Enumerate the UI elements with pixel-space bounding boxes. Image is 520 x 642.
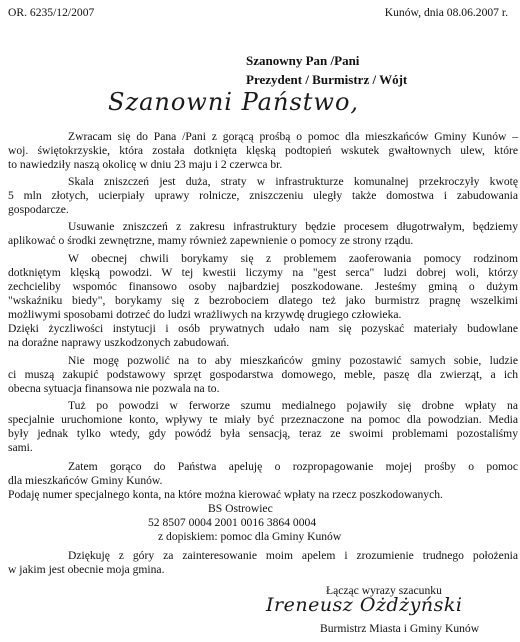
body-line: W obecnej chwili borykamy się z problemem zaoferowania pomocy rodzinom — [68, 252, 518, 265]
signer-title: Burmistrz Miasta i Gminy Kunów — [320, 622, 480, 635]
body-line: Tuż po powodzi w ferworze szumu medialnego pojawiły się drobne wpłaty na — [68, 399, 518, 412]
addressee-line-2: Prezydent / Burmistrz / Wójt — [246, 72, 408, 87]
reference-number: OR. 6235/12/2007 — [8, 6, 95, 19]
body-line: Nie mogę pozwolić na to aby mieszkańców gminy pozostawić samych sobie, ludzie — [68, 354, 518, 367]
body-line: Dzięki życzliwości instytucji i osób prywatnych udało nam się pozyskać materiały budowlane — [8, 322, 518, 335]
addressee-line-1: Szanowny Pan /Pani — [246, 53, 360, 68]
body-line: sami. — [8, 441, 33, 454]
body-line: Zwracam się do Pana /Pani z gorącą prośbą o pomoc dla mieszkańców Gminy Kunów – — [68, 130, 518, 143]
closing-line: w jakim jest obecnie moja gmina. — [8, 563, 165, 576]
body-line: były jednak tylko wtedy, gdy powódź była sensacją, teraz ze swoimi problemami pozostaliśmy — [8, 427, 518, 440]
body-line: na doraźne naprawy uszkodzonych zabudowań. — [8, 336, 230, 349]
bank-name: BS Ostrowiec — [208, 502, 273, 515]
body-line: dotkniętym klęską powodzi. W tej kwestii liczymy na "gest serca" ludzi dobrej woli, którzy — [8, 266, 518, 279]
body-line: dla mieszkańców Gminy Kunów. — [8, 474, 163, 487]
body-line: gospodarcze. — [8, 203, 69, 216]
body-line: Usuwanie zniszczeń z zakresu infrastruktury będzie procesem długotrwałym, będziemy — [68, 220, 518, 233]
body-line: 5 mln złotych, ucierpiały uprawy rolnicze, zniszczeniu uległy także domostwa i zabudowania — [8, 189, 518, 202]
body-line: Zatem gorąco do Państwa apeluję o rozpropagowanie mojej prośby o pomoc — [68, 460, 518, 473]
handwritten-signature: Ireneusz Ożdżyński — [266, 594, 463, 616]
body-line: woj. świętokrzyskie, która została dotknięta klęską podtopień wskutek gwałtownych ulew, które — [8, 144, 518, 157]
body-line: zechcieliby wspomóc finansowo osoby najbardziej poszkodowane. Jesteśmy gminą o dużym — [8, 280, 518, 293]
body-line: specjalnie uruchomione konto, wpływy te miały być przeznaczone na pomoc dla powodzian. Media — [8, 413, 518, 426]
body-line: możliwymi sposobami dotrzeć do ludzi wrażliwych na krzywdę drugiego człowieka. — [8, 308, 402, 321]
closing-line: Dziękuję z góry za zainteresowanie moim apelem i zrozumienie trudnego położenia — [68, 549, 518, 562]
handwritten-salutation: Szanowni Państwo, — [108, 88, 360, 116]
body-line: Podaję numer specjalnego konta, na które można kierować wpłaty na rzecz poszkodowanych. — [8, 488, 443, 501]
place-date: Kunów, dnia 08.06.2007 r. — [384, 6, 508, 19]
bank-account-number: 52 8507 0004 2001 0016 3864 0004 — [148, 516, 317, 529]
body-line: aplikować o środki zewnętrzne, mamy również zapewnienie o pomocy ze strony rządu. — [8, 234, 414, 247]
body-line: "wskaźniku biedy", borykamy się z bezrobociem dlatego też jako burmistrz pragnę wszelkimi — [8, 294, 518, 307]
body-line: ci muszą zakupić podstawowy sprzęt gospodarstwa domowego, meble, paszę dla zwierząt, a ich — [8, 368, 518, 381]
regards: Łącząc wyrazy szacunku — [326, 584, 442, 597]
body-line: to nawiedziły naszą okolicę w dniu 23 maju i 2 czerwca br. — [8, 158, 283, 171]
body-line: obecna sytuacja finansowa nie pozwala na to. — [8, 382, 220, 395]
bank-transfer-note: z dopiskiem: pomoc dla Gminy Kunów — [158, 530, 342, 543]
body-line: Skala zniszczeń jest duża, straty w infrastrukturze komunalnej przekroczyły kwotę — [68, 175, 518, 188]
